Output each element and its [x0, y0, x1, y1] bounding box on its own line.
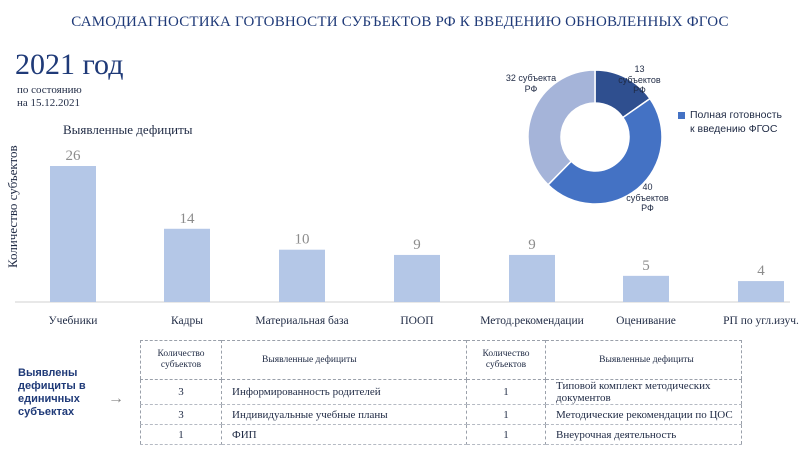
- category-label-4: Метод.рекомендации: [480, 315, 584, 327]
- bar-2: [279, 250, 325, 302]
- y-axis-label: Количество субъектов: [5, 145, 20, 268]
- bar-value-label-3: 9: [413, 236, 421, 253]
- bar-4: [509, 255, 555, 302]
- side-note-line-1: Выявлены: [18, 367, 78, 379]
- donut-label-40-line3: РФ: [641, 203, 654, 213]
- as-of-date: [17, 84, 82, 110]
- donut-label-13-line2: субъектов: [618, 74, 661, 85]
- category-label-6: РП по угл.изуч.: [723, 315, 799, 327]
- bar-value-label-0: 26: [65, 148, 81, 164]
- donut-label-13-line3: РФ: [633, 85, 646, 95]
- bar-value-label-5: 5: [642, 257, 650, 274]
- arrow-right-icon: →: [108, 390, 124, 407]
- category-label-0: Учебники: [48, 315, 98, 327]
- header-count-1-line1: Количество: [157, 349, 205, 359]
- bar-1: [164, 229, 210, 302]
- page-title: САМОДИАГНОСТИКА ГОТОВНОСТИ СУБЪЕКТОВ РФ К ВВЕДЕНИЮ ОБНОВЛЕННЫХ ФГОС: [71, 14, 729, 30]
- category-label-5: Оценивание: [616, 315, 676, 327]
- cell-count-1: 3: [141, 405, 222, 425]
- cell-deficit-1: ФИП: [222, 425, 467, 445]
- header-count-2-line1: Количество: [482, 349, 530, 359]
- cell-count-2: 1: [467, 405, 546, 425]
- as-of-line-1: по состоянию: [17, 84, 82, 96]
- donut-label-32-line1: 32 субъекта: [505, 73, 557, 83]
- header-count-2-line2: субъектов: [485, 360, 527, 370]
- legend-swatch: [678, 112, 685, 119]
- bar-6: [738, 281, 784, 302]
- side-note: [18, 367, 86, 419]
- donut-label-13: [617, 64, 662, 96]
- donut-label-32: [500, 73, 562, 94]
- cell-deficit-2: Методические рекомендации по ЦОС: [546, 405, 742, 425]
- header-count-2: [467, 341, 546, 380]
- donut-legend: [678, 108, 782, 136]
- as-of-line-2: на 15.12.2021: [17, 97, 81, 109]
- cell-count-2: 1: [467, 380, 546, 405]
- bar-0: [50, 166, 96, 302]
- bar-value-label-4: 9: [528, 236, 536, 253]
- cell-count-1: 3: [141, 380, 222, 405]
- category-label-2: Материальная база: [255, 315, 349, 327]
- side-note-line-3: единичных: [18, 393, 80, 405]
- donut-label-13-line1: 13: [634, 64, 645, 74]
- side-note-line-2: дефициты в: [18, 380, 86, 392]
- cell-deficit-1: Индивидуальные учебные планы: [222, 405, 467, 425]
- table-row: [141, 380, 742, 405]
- year-heading: 2021 год: [15, 48, 124, 81]
- bar-chart-title: Выявленные дефициты: [63, 122, 193, 137]
- donut-label-40-line1: 40: [642, 182, 653, 192]
- side-note-line-4: субъектах: [18, 406, 75, 418]
- category-label-3: ПООП: [400, 315, 434, 327]
- table-header-row: [141, 341, 742, 380]
- bar-value-label-6: 4: [757, 263, 765, 280]
- donut-label-40: [625, 182, 670, 214]
- bar-chart: [0, 140, 800, 335]
- cell-deficit-1: Информированность родителей: [222, 380, 467, 405]
- cell-deficit-2: Типовой комплект методических документов: [546, 380, 742, 405]
- donut-label-32-line2: РФ: [524, 83, 538, 94]
- cell-count-2: 1: [467, 425, 546, 445]
- bar-value-label-1: 14: [179, 210, 195, 227]
- cell-deficit-2: Внеурочная деятельность: [546, 425, 742, 445]
- header-count-1: [141, 341, 222, 380]
- header-count-1-line2: субъектов: [160, 360, 202, 370]
- category-label-1: Кадры: [171, 315, 203, 327]
- bar-5: [623, 276, 669, 302]
- table-row: [141, 425, 742, 445]
- table-row: [141, 405, 742, 425]
- deficits-table: [140, 340, 742, 445]
- legend-line-1: Полная готовность: [690, 109, 783, 121]
- bar-value-label-2: 10: [294, 231, 310, 248]
- donut-label-40-line2: субъектов: [626, 192, 669, 203]
- header-deficits-2: Выявленные дефициты: [546, 341, 742, 380]
- header-deficits-1: Выявленные дефициты: [222, 341, 467, 380]
- bar-3: [394, 255, 440, 302]
- legend-line-2: к введению ФГОС: [690, 123, 778, 135]
- cell-count-1: 1: [141, 425, 222, 445]
